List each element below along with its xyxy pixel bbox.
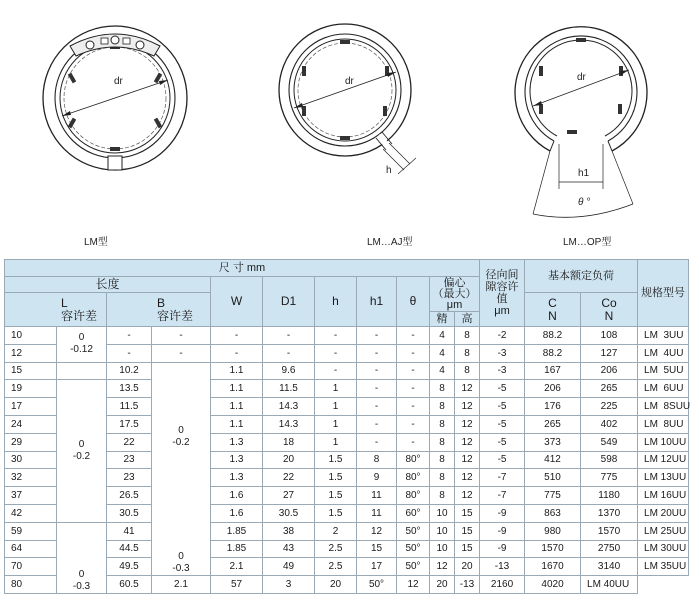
cell-co: 2750 bbox=[581, 540, 638, 558]
cell-h1: - bbox=[357, 415, 397, 433]
c-header: C N bbox=[525, 293, 581, 327]
spec-table bbox=[4, 259, 689, 594]
cell-theta: - bbox=[397, 433, 430, 451]
cell-ecc-hi: 8 bbox=[455, 362, 480, 380]
cell-model: LM 3UU bbox=[638, 327, 689, 345]
cell-theta: - bbox=[397, 327, 430, 345]
cell-co: 775 bbox=[581, 469, 638, 487]
table-row bbox=[5, 522, 689, 540]
cell-d1: 18 bbox=[263, 433, 315, 451]
cell-c: 88.2 bbox=[525, 327, 581, 345]
cell-model: LM 6UU bbox=[638, 380, 689, 398]
cell-w: 1.85 bbox=[211, 522, 263, 540]
cell-ecc-hi: 12 bbox=[455, 433, 480, 451]
cell-w: - bbox=[211, 344, 263, 362]
cell-d1: 49 bbox=[263, 558, 315, 576]
cell-ecc-hi: 12 bbox=[455, 469, 480, 487]
cell-w: 2.1 bbox=[152, 576, 211, 594]
cell-ecc-hi: 8 bbox=[455, 344, 480, 362]
ecc-precision-header: 精 bbox=[430, 312, 455, 327]
cell-b: 11.5 bbox=[107, 398, 152, 416]
cell-l: 42 bbox=[5, 504, 57, 522]
cell-l: 24 bbox=[5, 415, 57, 433]
h-header: h bbox=[315, 277, 357, 327]
cell-l-tol bbox=[57, 362, 107, 380]
cell-b: 23 bbox=[107, 469, 152, 487]
cell-co: 265 bbox=[581, 380, 638, 398]
cell-theta: - bbox=[397, 415, 430, 433]
cell-h1: 20 bbox=[315, 576, 357, 594]
tol-lower: -0.2 bbox=[172, 436, 190, 448]
cell-ecc-p: 8 bbox=[430, 415, 455, 433]
cell-model: LM 8UU bbox=[638, 415, 689, 433]
cell-h: 2.5 bbox=[315, 540, 357, 558]
cell-model: LM 13UU bbox=[638, 469, 689, 487]
table-row bbox=[5, 398, 689, 416]
cell-theta: 80° bbox=[397, 487, 430, 505]
aj-h-label: h bbox=[386, 165, 392, 176]
cell-clearance: -3 bbox=[480, 344, 525, 362]
cell-ecc-p: 8 bbox=[430, 469, 455, 487]
cell-co: 549 bbox=[581, 433, 638, 451]
cell-ecc-hi: 12 bbox=[455, 451, 480, 469]
cell-model: LM 40UU bbox=[581, 576, 638, 594]
cell-d1: 11.5 bbox=[263, 380, 315, 398]
cell-clearance: -13 bbox=[455, 576, 480, 594]
cell-h: - bbox=[315, 344, 357, 362]
cell-l-tol-group bbox=[57, 522, 107, 593]
co-header: Co N bbox=[581, 293, 638, 327]
cell-theta: 80° bbox=[397, 469, 430, 487]
cell-d1: 43 bbox=[263, 540, 315, 558]
cell-d1: 27 bbox=[263, 487, 315, 505]
cell-clearance: -5 bbox=[480, 433, 525, 451]
cell-h1: 15 bbox=[357, 540, 397, 558]
dims-header: 尺 寸 mm bbox=[5, 260, 480, 277]
clearance-text: 径向间 隙容许 值 μm bbox=[485, 269, 519, 317]
cell-clearance: -2 bbox=[480, 327, 525, 345]
cell-theta: 50° bbox=[357, 576, 397, 594]
cell-d1: - bbox=[263, 344, 315, 362]
cell-b: 49.5 bbox=[107, 558, 152, 576]
cell-w: 1.1 bbox=[211, 362, 263, 380]
cell-ecc-hi: 15 bbox=[455, 540, 480, 558]
cell-clearance: -9 bbox=[480, 504, 525, 522]
tol-lower: -0.3 bbox=[172, 562, 190, 574]
cell-co: 206 bbox=[581, 362, 638, 380]
cell-theta: 50° bbox=[397, 540, 430, 558]
cell-clearance: -3 bbox=[480, 362, 525, 380]
length-header: 长度 bbox=[5, 277, 211, 293]
tol-lower: -0.12 bbox=[70, 344, 93, 356]
cell-clearance: -13 bbox=[480, 558, 525, 576]
cell-theta: 80° bbox=[397, 451, 430, 469]
cell-w: 1.3 bbox=[211, 433, 263, 451]
cell-model: LM 10UU bbox=[638, 433, 689, 451]
cell-d1: 14.3 bbox=[263, 415, 315, 433]
cell-h: 2 bbox=[315, 522, 357, 540]
cell-l: 37 bbox=[5, 487, 57, 505]
cell-w: 1.1 bbox=[211, 398, 263, 416]
cell-d1: - bbox=[263, 327, 315, 345]
cell-c: 510 bbox=[525, 469, 581, 487]
cell-b: 41 bbox=[107, 522, 152, 540]
cell-b-tol: - bbox=[152, 327, 211, 345]
cell-d1: 57 bbox=[211, 576, 263, 594]
table-row bbox=[5, 469, 689, 487]
op-h1-label: h1 bbox=[578, 168, 590, 179]
cell-c: 1570 bbox=[525, 540, 581, 558]
lm-type-label: LM型 bbox=[84, 237, 108, 248]
cell-h1: 17 bbox=[357, 558, 397, 576]
cell-w: 1.6 bbox=[211, 504, 263, 522]
lm-op-type-diagram bbox=[505, 14, 655, 224]
cell-h: 2.5 bbox=[315, 558, 357, 576]
cell-c: 1670 bbox=[525, 558, 581, 576]
cell-ecc-hi: 12 bbox=[455, 415, 480, 433]
cell-model: LM 35UU bbox=[638, 558, 689, 576]
cell-co: 225 bbox=[581, 398, 638, 416]
cell-d1: 20 bbox=[263, 451, 315, 469]
cell-w: - bbox=[211, 327, 263, 345]
cell-clearance: -5 bbox=[480, 380, 525, 398]
l-tol-header: L 容许差 bbox=[5, 293, 107, 327]
eccentricity-header: 偏心 （最大） μm bbox=[430, 277, 480, 312]
cell-l: 12 bbox=[5, 344, 57, 362]
table-row bbox=[5, 344, 689, 362]
cell-h1: - bbox=[357, 344, 397, 362]
cell-ecc-p: 10 bbox=[430, 522, 455, 540]
cell-ecc-hi: 15 bbox=[455, 522, 480, 540]
cell-ecc-hi: 12 bbox=[455, 487, 480, 505]
cell-b: - bbox=[107, 344, 152, 362]
tol-lower: -0.3 bbox=[72, 580, 91, 592]
cell-model: LM 30UU bbox=[638, 540, 689, 558]
cell-c: 373 bbox=[525, 433, 581, 451]
table-row bbox=[5, 451, 689, 469]
cell-ecc-p: 8 bbox=[430, 451, 455, 469]
table-row bbox=[5, 433, 689, 451]
cell-b: 44.5 bbox=[107, 540, 152, 558]
cell-h1: 11 bbox=[357, 504, 397, 522]
cell-w: 1.3 bbox=[211, 451, 263, 469]
cell-l: 70 bbox=[5, 558, 57, 576]
lm-type-diagram bbox=[40, 18, 190, 178]
cell-clearance: -9 bbox=[480, 522, 525, 540]
cell-l: 17 bbox=[5, 398, 57, 416]
cell-model: LM 8SUU bbox=[638, 398, 689, 416]
cell-d1: 9.6 bbox=[263, 362, 315, 380]
table-row bbox=[5, 558, 689, 576]
cell-co: 108 bbox=[581, 327, 638, 345]
cell-theta: - bbox=[397, 344, 430, 362]
bearing-diagrams bbox=[0, 0, 680, 256]
cell-ecc-p: 10 bbox=[430, 504, 455, 522]
ecc-high-header: 高 bbox=[455, 312, 480, 327]
cell-d1: 30.5 bbox=[263, 504, 315, 522]
cell-theta: - bbox=[397, 380, 430, 398]
cell-l-tol-group bbox=[57, 327, 107, 363]
cell-h: - bbox=[315, 327, 357, 345]
cell-h1: - bbox=[357, 327, 397, 345]
cell-ecc-p: 8 bbox=[430, 398, 455, 416]
table-row bbox=[5, 327, 689, 345]
cell-ecc-hi: 8 bbox=[455, 327, 480, 345]
cell-b: 13.5 bbox=[107, 380, 152, 398]
cell-h: 1.5 bbox=[315, 487, 357, 505]
cell-theta: 50° bbox=[397, 522, 430, 540]
cell-b: 17.5 bbox=[107, 415, 152, 433]
cell-theta: - bbox=[397, 398, 430, 416]
cell-c: 863 bbox=[525, 504, 581, 522]
cell-ecc-p: 8 bbox=[430, 487, 455, 505]
cell-c: 412 bbox=[525, 451, 581, 469]
cell-h: 1 bbox=[315, 380, 357, 398]
model-header: 规格型号 bbox=[638, 260, 689, 327]
cell-h1: - bbox=[357, 380, 397, 398]
lm-aj-type-diagram bbox=[270, 18, 430, 188]
cell-theta: 60° bbox=[397, 504, 430, 522]
cell-l: 10 bbox=[5, 327, 57, 345]
cell-clearance: -7 bbox=[480, 487, 525, 505]
tol-upper: 0 bbox=[178, 550, 184, 562]
cell-l: 30 bbox=[5, 451, 57, 469]
cell-w: 1.1 bbox=[211, 380, 263, 398]
tol-upper: 0 bbox=[78, 568, 85, 580]
tol-upper: 0 bbox=[78, 332, 85, 344]
cell-b: 10.2 bbox=[107, 362, 152, 380]
cell-co: 402 bbox=[581, 415, 638, 433]
cell-c: 167 bbox=[525, 362, 581, 380]
cell-b-tol: - bbox=[152, 344, 211, 362]
cell-ecc-p: 8 bbox=[430, 433, 455, 451]
cell-c: 775 bbox=[525, 487, 581, 505]
cell-l: 80 bbox=[5, 576, 57, 594]
cell-model: LM 25UU bbox=[638, 522, 689, 540]
cell-ecc-p: 4 bbox=[430, 327, 455, 345]
table-row bbox=[5, 380, 689, 398]
cell-co: 127 bbox=[581, 344, 638, 362]
cell-co: 1570 bbox=[581, 522, 638, 540]
table-row bbox=[5, 576, 689, 594]
cell-w: 1.6 bbox=[211, 487, 263, 505]
cell-co: 598 bbox=[581, 451, 638, 469]
cell-h1: - bbox=[357, 362, 397, 380]
cell-ecc-p: 8 bbox=[430, 380, 455, 398]
cell-b: 23 bbox=[107, 451, 152, 469]
aj-dr-label: dr bbox=[345, 76, 354, 87]
table-row bbox=[5, 415, 689, 433]
op-theta-label: θ ° bbox=[578, 197, 591, 208]
load-header: 基本额定负荷 bbox=[525, 260, 638, 293]
cell-clearance: -5 bbox=[480, 398, 525, 416]
cell-h1: 12 bbox=[357, 522, 397, 540]
cell-ecc-hi: 15 bbox=[455, 504, 480, 522]
cell-b: 60.5 bbox=[107, 576, 152, 594]
cell-clearance: -5 bbox=[480, 451, 525, 469]
cell-b: 26.5 bbox=[107, 487, 152, 505]
lm-dr-label: dr bbox=[114, 76, 123, 87]
cell-b: 22 bbox=[107, 433, 152, 451]
cell-ecc-p: 12 bbox=[397, 576, 430, 594]
table-row bbox=[5, 487, 689, 505]
cell-l: 19 bbox=[5, 380, 57, 398]
cell-model: LM 12UU bbox=[638, 451, 689, 469]
cell-clearance: -7 bbox=[480, 469, 525, 487]
cell-co: 1370 bbox=[581, 504, 638, 522]
cell-c: 88.2 bbox=[525, 344, 581, 362]
cell-ecc-p: 4 bbox=[430, 344, 455, 362]
cell-c: 176 bbox=[525, 398, 581, 416]
cell-co: 4020 bbox=[525, 576, 581, 594]
cell-h: 1.5 bbox=[315, 504, 357, 522]
cell-model: LM 20UU bbox=[638, 504, 689, 522]
cell-clearance: -5 bbox=[480, 415, 525, 433]
lm-op-type-label: LM…OP型 bbox=[563, 237, 612, 248]
cell-ecc-p: 12 bbox=[430, 558, 455, 576]
op-dr-label: dr bbox=[577, 72, 586, 83]
cell-l: 32 bbox=[5, 469, 57, 487]
cell-model: LM 5UU bbox=[638, 362, 689, 380]
cell-theta: - bbox=[397, 362, 430, 380]
b-tol-header: B 容许差 bbox=[107, 293, 211, 327]
cell-c: 206 bbox=[525, 380, 581, 398]
cell-h: 3 bbox=[263, 576, 315, 594]
cell-h: 1 bbox=[315, 398, 357, 416]
cell-model: LM 4UU bbox=[638, 344, 689, 362]
tol-upper: 0 bbox=[178, 424, 184, 436]
cell-h1: - bbox=[357, 433, 397, 451]
cell-h: 1.5 bbox=[315, 451, 357, 469]
cell-theta: 50° bbox=[397, 558, 430, 576]
cell-co: 1180 bbox=[581, 487, 638, 505]
theta-header: θ bbox=[397, 277, 430, 327]
d1-header: D1 bbox=[263, 277, 315, 327]
cell-c: 2160 bbox=[480, 576, 525, 594]
cell-h: 1 bbox=[315, 415, 357, 433]
cell-l: 29 bbox=[5, 433, 57, 451]
cell-l: 64 bbox=[5, 540, 57, 558]
cell-h: 1 bbox=[315, 433, 357, 451]
table-row bbox=[5, 540, 689, 558]
cell-h1: 8 bbox=[357, 451, 397, 469]
cell-d1: 14.3 bbox=[263, 398, 315, 416]
cell-w: 1.1 bbox=[211, 415, 263, 433]
cell-h: 1.5 bbox=[315, 469, 357, 487]
cell-b: 30.5 bbox=[107, 504, 152, 522]
cell-b-tol-group bbox=[152, 362, 211, 576]
lm-aj-type-label: LM…AJ型 bbox=[367, 237, 413, 248]
cell-ecc-p: 4 bbox=[430, 362, 455, 380]
cell-l: 15 bbox=[5, 362, 57, 380]
cell-clearance: -9 bbox=[480, 540, 525, 558]
clearance-header bbox=[480, 260, 525, 327]
w-header: W bbox=[211, 277, 263, 327]
tol-lower: -0.2 bbox=[72, 451, 91, 463]
tol-upper: 0 bbox=[78, 439, 85, 451]
cell-h1: 11 bbox=[357, 487, 397, 505]
cell-w: 1.3 bbox=[211, 469, 263, 487]
cell-b: - bbox=[107, 327, 152, 345]
cell-l: 59 bbox=[5, 522, 57, 540]
table-row bbox=[5, 362, 689, 380]
cell-h1: - bbox=[357, 398, 397, 416]
cell-h1: 9 bbox=[357, 469, 397, 487]
cell-ecc-hi: 12 bbox=[455, 380, 480, 398]
cell-c: 265 bbox=[525, 415, 581, 433]
cell-ecc-hi: 20 bbox=[455, 558, 480, 576]
cell-h: - bbox=[315, 362, 357, 380]
cell-model: LM 16UU bbox=[638, 487, 689, 505]
table-row bbox=[5, 504, 689, 522]
cell-c: 980 bbox=[525, 522, 581, 540]
cell-w: 2.1 bbox=[211, 558, 263, 576]
cell-l-tol-group bbox=[57, 380, 107, 522]
h1-header: h1 bbox=[357, 277, 397, 327]
cell-w: 1.85 bbox=[211, 540, 263, 558]
cell-ecc-hi: 12 bbox=[455, 398, 480, 416]
cell-ecc-hi: 20 bbox=[430, 576, 455, 594]
cell-d1: 22 bbox=[263, 469, 315, 487]
cell-d1: 38 bbox=[263, 522, 315, 540]
cell-ecc-p: 10 bbox=[430, 540, 455, 558]
cell-co: 3140 bbox=[581, 558, 638, 576]
